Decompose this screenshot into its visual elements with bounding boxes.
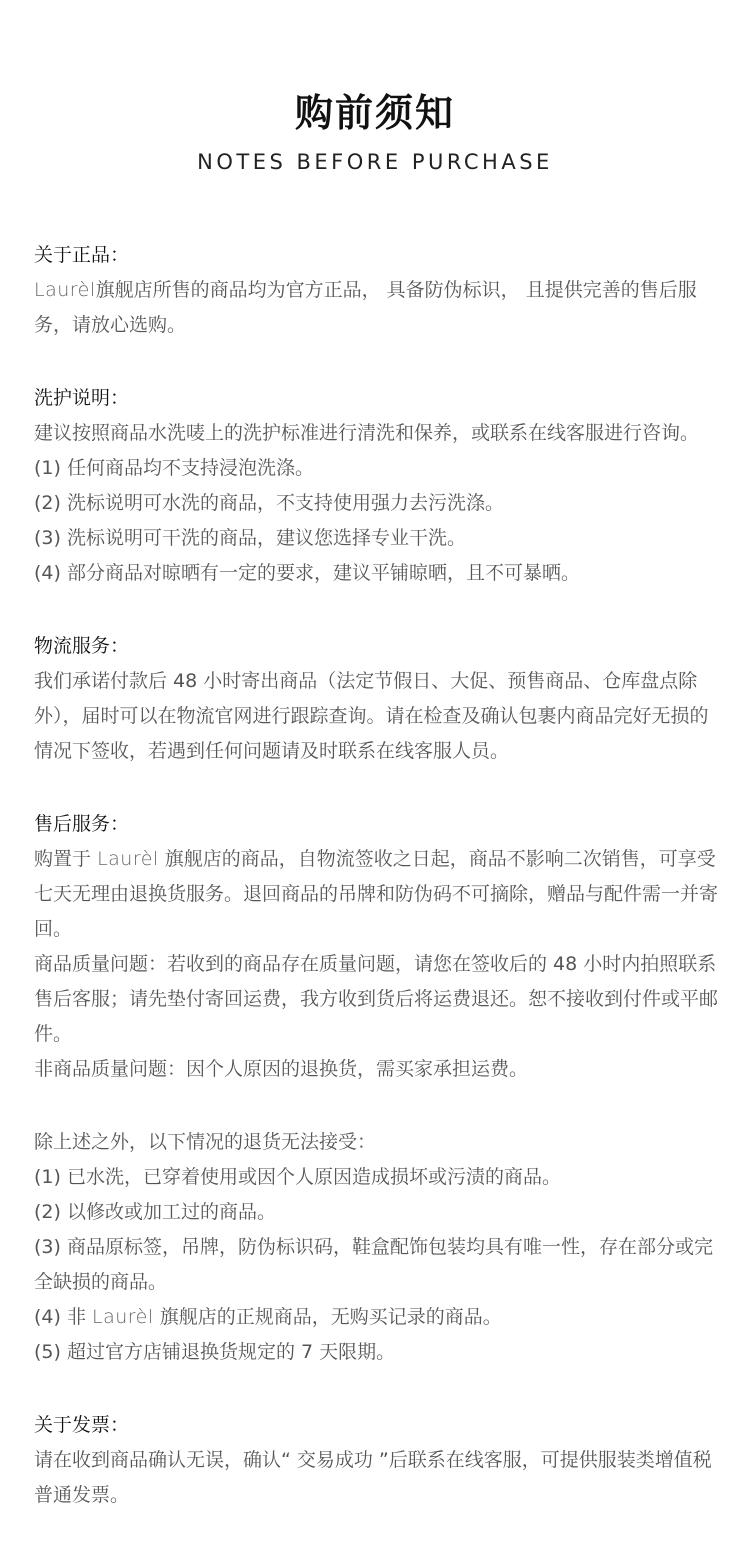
section-authentic [34, 238, 724, 343]
brand-logo-text: Laurèl [34, 279, 96, 301]
brand-logo-text: Laurèl [97, 848, 159, 870]
section-paragraph [34, 273, 724, 343]
list-item: (3) 商品原标签，吊牌，防伪标识码，鞋盒配饰包装均具有唯一性，存在部分或完全缺损的商品。 [34, 1236, 713, 1293]
section-logistics [34, 629, 724, 769]
list-item: (3) 洗标说明可干洗的商品，建议您选择专业干洗。 [34, 527, 466, 549]
section-paragraph [34, 842, 724, 947]
section-heading: 洗护说明： [34, 387, 130, 409]
page-subtitle: NOTES BEFORE PURCHASE [197, 150, 553, 174]
section-heading: 关于发票： [34, 1414, 130, 1436]
list-item: (1) 任何商品均不支持浸泡洗涤。 [34, 457, 314, 479]
notes-content [34, 238, 724, 1551]
paragraph-text: 商品质量问题：若收到的商品存在质量问题，请您在签收后的 48 小时内拍照联系售后客服；请先垫付寄回运费，我方收到货后将运费退还。恕不接收到付件或平邮件。 [34, 953, 719, 1045]
section-washing [34, 381, 724, 591]
paragraph-text: 旗舰店的商品，自物流签收之日起，商品不影响二次销售，可享受七天无理由退换货服务。退回商品的吊牌和防伪码不可摘除，赠品与配件需一并寄回。 [34, 848, 719, 940]
section-invoice [34, 1408, 724, 1513]
paragraph-text: 请在收到商品确认无误，确认“ 交易成功 ”后联系在线客服，可提供服装类增值税普通发票。 [34, 1449, 712, 1506]
section-heading: 关于正品： [34, 244, 130, 266]
list-item: (2) 洗标说明可水洗的商品，不支持使用强力去污洗涤。 [34, 492, 504, 514]
list-item: (4) 部分商品对晾晒有一定的要求，建议平铺晾晒，且不可暴晒。 [34, 562, 580, 584]
brand-logo-text: Laurèl [92, 1306, 154, 1328]
paragraph-text: 旗舰店所售的商品均为官方正品， 具备防伪标识， 且提供完善的售后服务，请放心选购。 [34, 279, 697, 336]
list-item: (5) 超过官方店铺退换货规定的 7 天限期。 [34, 1341, 396, 1363]
section-heading: 售后服务： [34, 813, 130, 835]
section-heading: 物流服务： [34, 635, 130, 657]
list-item: (2) 以修改或加工过的商品。 [34, 1201, 276, 1223]
section-exceptions [34, 1125, 724, 1370]
list-item: (1) 已水洗，已穿着使用或因个人原因造成损坏或污渍的商品。 [34, 1166, 561, 1188]
list-item [34, 1300, 724, 1335]
paragraph-text: (4) 非 [34, 1306, 86, 1328]
paragraph-text: 我们承诺付款后 48 小时寄出商品（法定节假日、大促、预售商品、仓库盘点除外），届时可以在物流官网进行跟踪查询。请在检查及确认包裹内商品完好无损的情况下签收，若遇到任何问题请及时联系在线客服人员。 [34, 670, 709, 762]
paragraph-text: 建议按照商品水洗唛上的洗护标准进行清洗和保养，或联系在线客服进行咨询。 [34, 422, 700, 444]
paragraph-text: 购置于 [34, 848, 92, 870]
page-title: 购前须知 [294, 91, 455, 135]
paragraph-text: 旗舰店的正规商品，无购买记录的商品。 [159, 1306, 502, 1328]
paragraph-text: 非商品质量问题：因个人原因的退换货，需买家承担运费。 [34, 1058, 529, 1080]
section-after-sales [34, 807, 724, 1087]
paragraph-text: 除上述之外，以下情况的退货无法接受： [34, 1131, 377, 1153]
